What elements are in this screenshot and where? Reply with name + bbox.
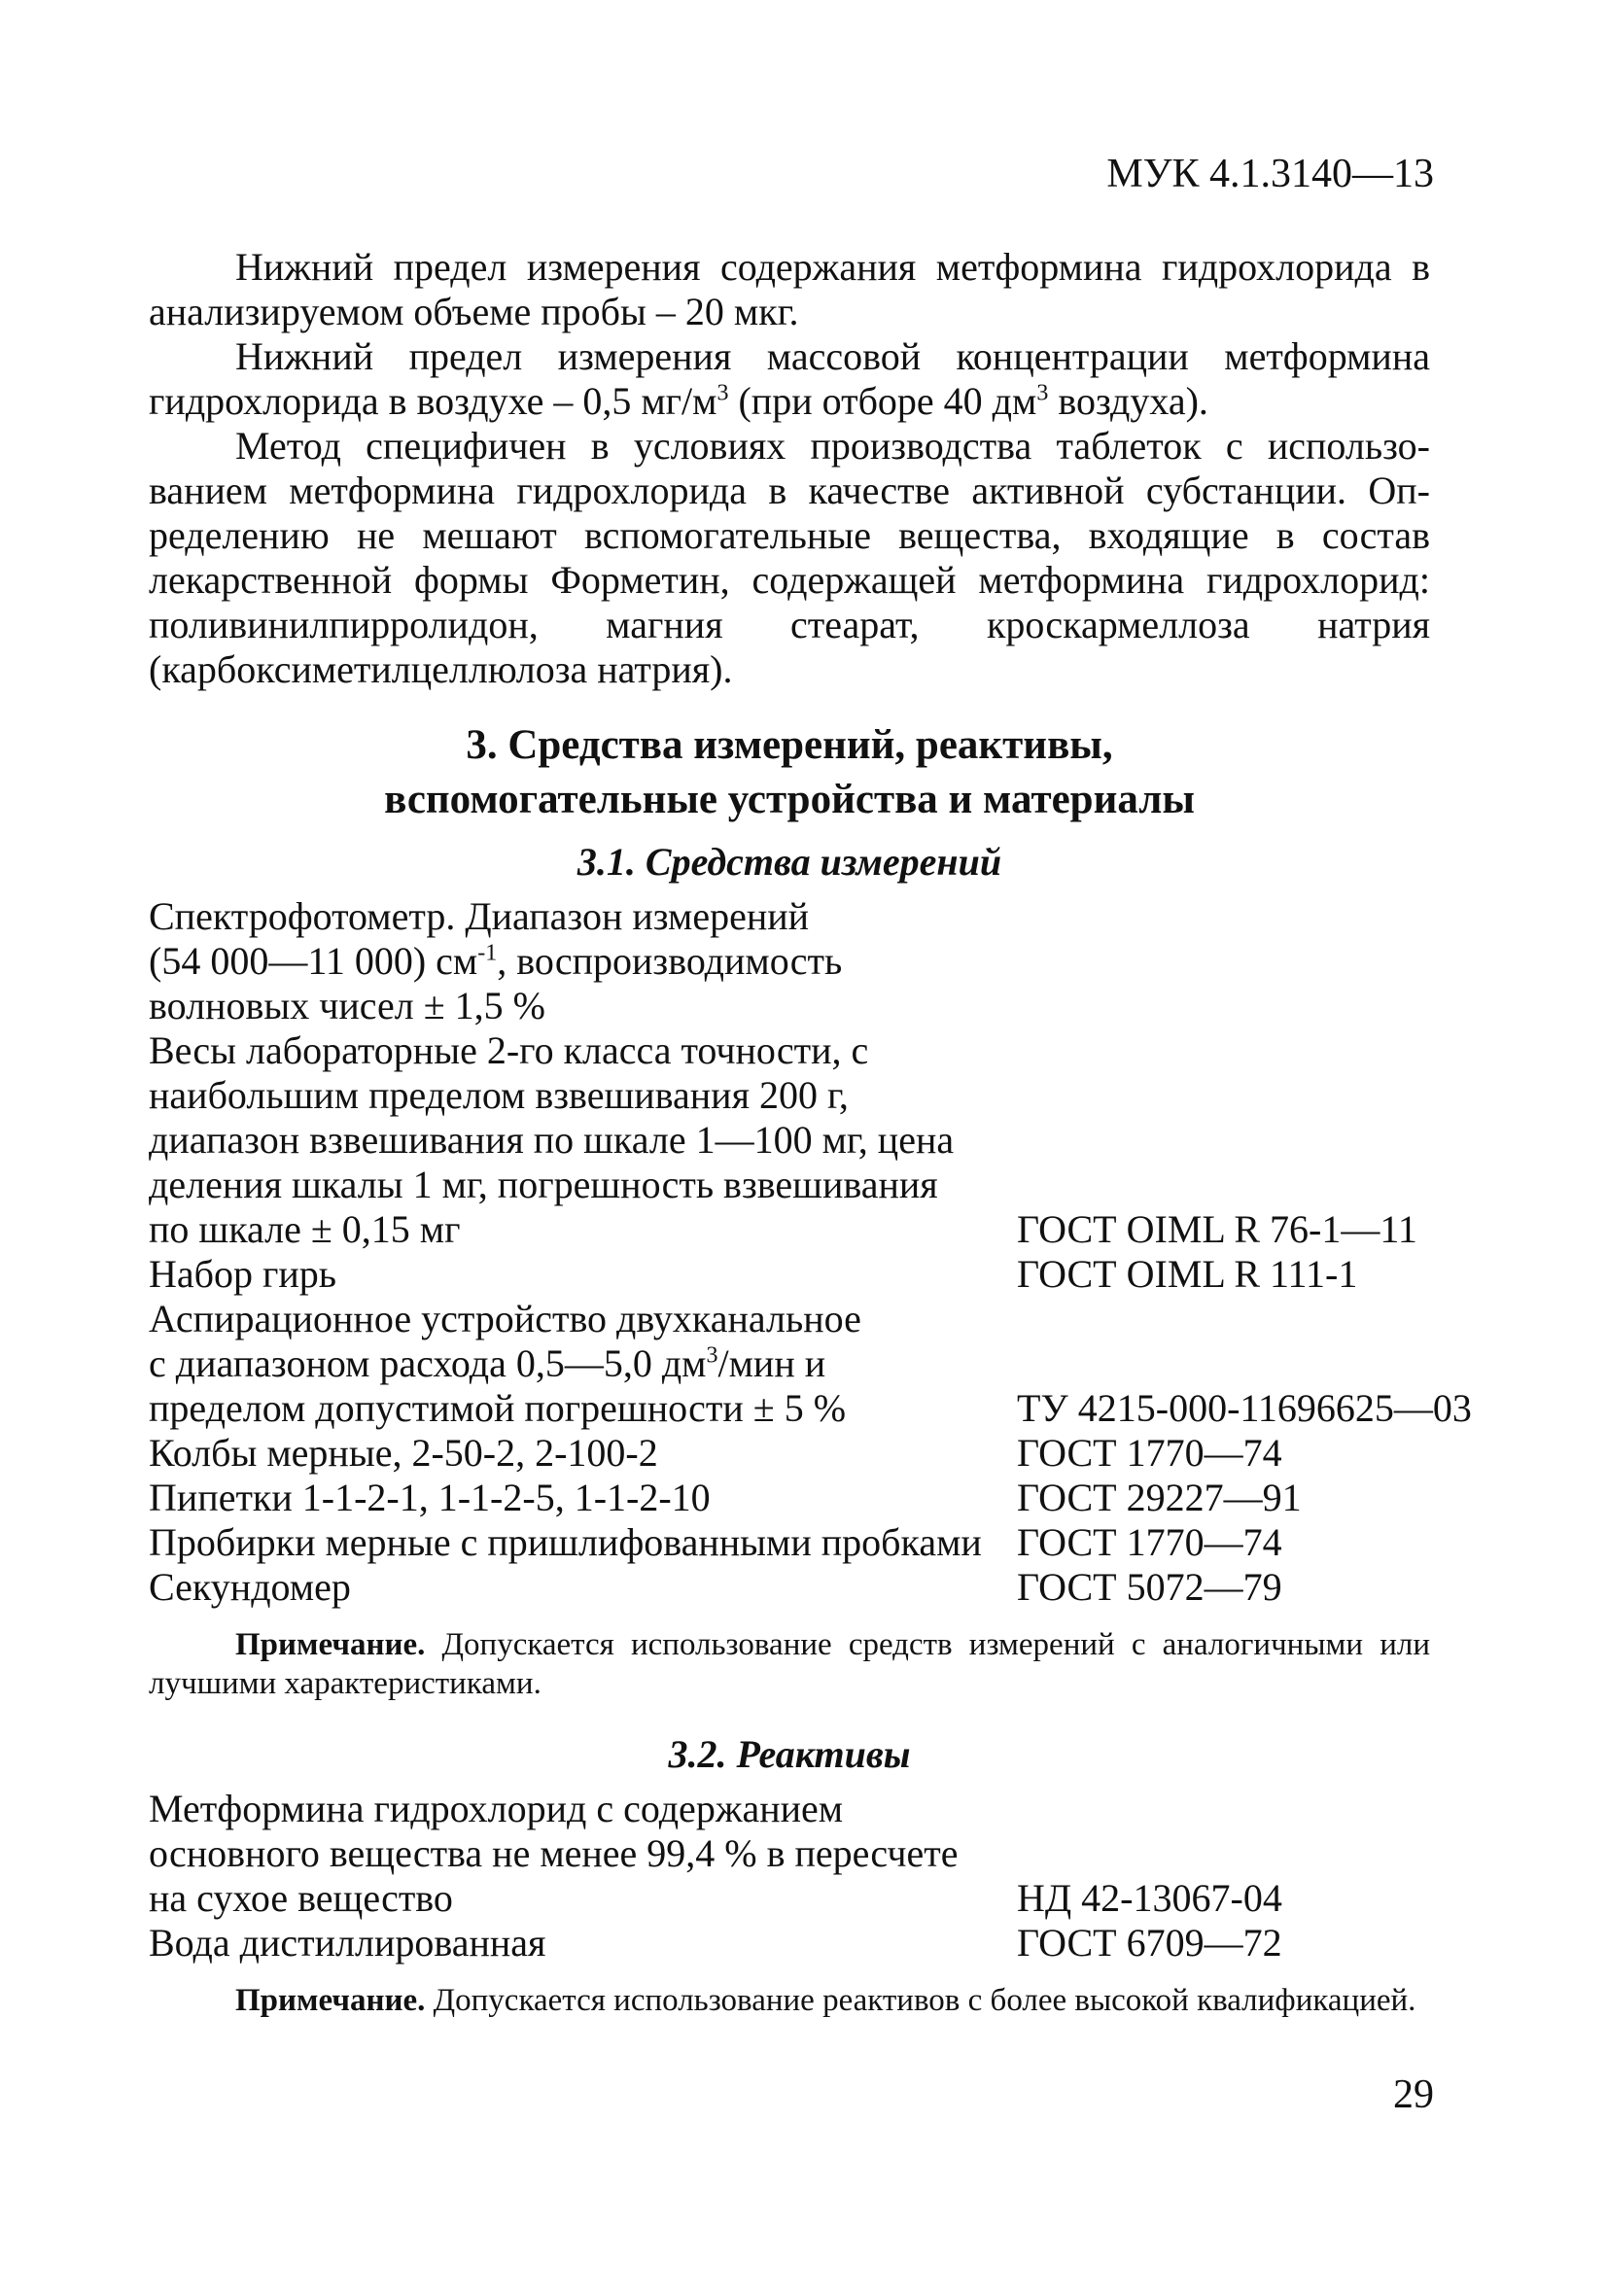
standard-ref: ГОСТ 1770—74 [1017, 1431, 1282, 1475]
subsection-3-1-title: 3.1. Средства измерений [576, 840, 1002, 884]
subsection-3-2-title: 3.2. Реактивы [668, 1732, 911, 1776]
instrument-name: по шкале ± 0,15 мг [149, 1207, 461, 1251]
instrument-name: наибольшим пределом взвешивания 200 г, [149, 1073, 849, 1117]
section-3-title-line2: вспомогательные устройства и материалы [384, 777, 1195, 822]
instrument-name: Секундомер [149, 1565, 351, 1609]
standard-ref: НД 42-13067-04 [1017, 1876, 1282, 1920]
note-label: Примечание. [235, 1627, 426, 1662]
instrument-name: деления шкалы 1 мг, погрешность взвешивания [149, 1163, 938, 1206]
paragraph-lower-limit-content: Нижний предел измерения содержания метформина гидрохлорида в анализируемом объеме пробы – 20 мкг. [149, 245, 1430, 333]
instrument-name: Набор гирь [149, 1252, 337, 1296]
instrument-name: Весы лабораторные 2-го класса точности, с [149, 1028, 869, 1072]
paragraph-method-specificity: Метод специфичен в условиях производства таблеток с использованием метформина гидрохлорида в качестве активной субстанции. Определению не мешают вспомогательные вещества, входящие в состав лекарственной формы Форметин, содержащей метформина гидрохлорид: поливинилпирролидон, магния стеарат, кроскармеллоза натрия (карбоксиметилцеллюлоза натрия). [149, 424, 1430, 691]
standard-ref: ГОСТ OIML R 76-1—11 [1017, 1207, 1417, 1251]
document-code: МУК 4.1.3140—13 [1106, 152, 1434, 196]
superscript: 3 [706, 1342, 718, 1369]
reagent-name: на сухое вещество [149, 1876, 453, 1920]
standard-ref: ГОСТ 6709—72 [1017, 1921, 1282, 1965]
reagent-name: основного вещества не менее 99,4 % в пересчете [149, 1831, 959, 1875]
instrument-name: Пипетки 1-1-2-1, 1-1-2-5, 1-1-2-10 [149, 1476, 711, 1519]
instrument-name [149, 939, 842, 984]
superscript: 3 [716, 380, 729, 406]
superscript: -1 [477, 940, 498, 966]
instrument-name: диапазон взвешивания по шкале 1—100 мг, цена [149, 1118, 955, 1162]
standard-ref: ГОСТ 1770—74 [1017, 1520, 1282, 1564]
intro-text [149, 245, 1430, 692]
text-span: (54 000—11 000) см [149, 939, 478, 983]
text-span: /мин и [717, 1341, 826, 1385]
standard-ref: ГОСТ 5072—79 [1017, 1565, 1282, 1609]
instrument-name [149, 1341, 825, 1386]
instrument-name: Пробирки мерные с пришлифованными пробками [149, 1520, 982, 1564]
text-span: Нижний предел измерения массовой концентрации метформина гидрохлорида в воздухе – 0,5 мг/м [149, 334, 1430, 423]
note-instruments [149, 1625, 1430, 1703]
text-span: воздуха). [1048, 379, 1208, 423]
text-span: , воспроизводимость [497, 939, 843, 983]
paragraph-lower-limit-concentration [149, 334, 1430, 424]
standard-ref: ТУ 4215-000-11696625—03 [1017, 1386, 1472, 1430]
note-text: Допускается использование реактивов с более высокой квалификацией. [425, 1983, 1416, 2018]
instrument-name: Аспирационное устройство двухканальное [149, 1297, 861, 1340]
note-text: Допускается использование средств измерений с аналогичными или лучшими характеристиками. [149, 1627, 1430, 1701]
note-label: Примечание. [235, 1983, 426, 2018]
section-3-title-line1: 3. Средства измерений, реактивы, [466, 722, 1113, 768]
page-number: 29 [1393, 2072, 1434, 2117]
standard-ref: ГОСТ OIML R 111-1 [1017, 1252, 1358, 1296]
reagent-name: Метформина гидрохлорид с содержанием [149, 1787, 844, 1830]
instrument-name: Колбы мерные, 2-50-2, 2-100-2 [149, 1431, 658, 1475]
instrument-name: волновых чисел ± 1,5 % [149, 984, 545, 1027]
superscript: 3 [1036, 380, 1049, 406]
instrument-name: пределом допустимой погрешности ± 5 % [149, 1386, 847, 1430]
note-reagents [149, 1981, 1430, 2020]
standard-ref: ГОСТ 29227—91 [1017, 1476, 1302, 1519]
instrument-name: Спектрофотометр. Диапазон измерений [149, 894, 810, 938]
text-span: (при отборе 40 дм [728, 379, 1037, 423]
text-span: с диапазоном расхода 0,5—5,0 дм [149, 1341, 707, 1385]
reagent-name: Вода дистиллированная [149, 1921, 546, 1965]
